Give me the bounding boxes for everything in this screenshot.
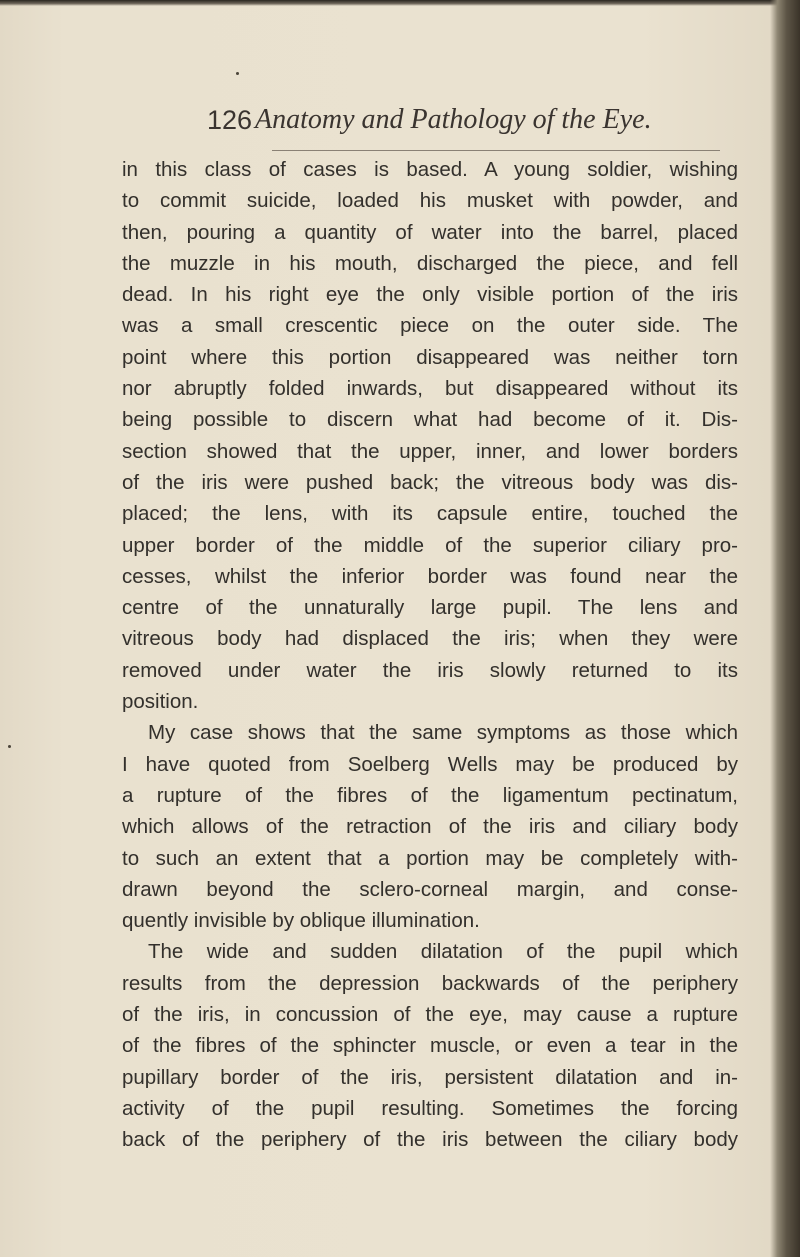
text-line: placed; the lens, with its capsule entire, touched the bbox=[122, 502, 738, 526]
paragraph-end-line: position. bbox=[122, 690, 199, 714]
text-line: vitreous body had displaced the iris; when they were bbox=[122, 627, 738, 651]
text-line: of the fibres of the sphincter muscle, or even a tear in the bbox=[122, 1034, 738, 1058]
body-text bbox=[122, 154, 738, 1156]
text-line: activity of the pupil resulting. Sometimes the forcing bbox=[122, 1096, 738, 1120]
header-rule bbox=[272, 150, 720, 151]
paragraph-start-line: My case shows that the same symptoms as those which bbox=[148, 721, 738, 745]
text-line: to commit suicide, loaded his musket with powder, and bbox=[122, 189, 738, 213]
page-binding-edge bbox=[770, 0, 800, 1257]
text-line: then, pouring a quantity of water into the barrel, placed bbox=[122, 220, 738, 244]
paper-speck bbox=[236, 72, 239, 75]
running-head bbox=[207, 104, 687, 144]
paper-speck bbox=[8, 745, 11, 748]
text-line: upper border of the middle of the superior ciliary pro- bbox=[122, 533, 738, 557]
text-line: centre of the unnaturally large pupil. The lens and bbox=[122, 596, 738, 620]
page-number: 126 bbox=[207, 105, 253, 135]
text-line: I have quoted from Soelberg Wells may be produced by bbox=[122, 752, 738, 776]
text-line: point where this portion disappeared was neither torn bbox=[122, 345, 738, 369]
text-line: of the iris were pushed back; the vitreous body was dis- bbox=[122, 470, 738, 494]
text-line: drawn beyond the sclero-corneal margin, and conse- bbox=[122, 877, 738, 901]
text-line: nor abruptly folded inwards, but disappeared without its bbox=[122, 377, 738, 401]
text-line: of the iris, in concussion of the eye, may cause a rupture bbox=[122, 1003, 738, 1027]
text-line: section showed that the upper, inner, and lower borders bbox=[122, 439, 738, 463]
text-line: the muzzle in his mouth, discharged the piece, and fell bbox=[122, 251, 738, 275]
text-line: being possible to discern what had become of it. Dis- bbox=[122, 408, 738, 432]
text-line: pupillary border of the iris, persistent dilatation and in- bbox=[122, 1065, 738, 1089]
text-line: in this class of cases is based. A young soldier, wishing bbox=[122, 158, 738, 181]
text-line: dead. In his right eye the only visible portion of the iris bbox=[122, 283, 738, 307]
text-line: removed under water the iris slowly returned to its bbox=[122, 658, 738, 682]
paragraph-end-line: quently invisible by oblique illumination. bbox=[122, 909, 480, 933]
text-line: a rupture of the fibres of the ligamentum pectinatum, bbox=[122, 783, 738, 807]
page-title: Anatomy and Pathology of the Eye. bbox=[255, 104, 652, 135]
page-top-edge-shadow bbox=[0, 0, 800, 6]
text-line: back of the periphery of the iris between the ciliary body bbox=[122, 1128, 738, 1152]
text-line: was a small crescentic piece on the outer side. The bbox=[122, 314, 738, 338]
paragraph-start-line: The wide and sudden dilatation of the pupil which bbox=[148, 940, 738, 964]
text-line: to such an extent that a portion may be completely with- bbox=[122, 846, 738, 870]
text-line: cesses, whilst the inferior border was found near the bbox=[122, 564, 738, 588]
text-line: results from the depression backwards of the periphery bbox=[122, 971, 738, 995]
text-line: which allows of the retraction of the iris and ciliary body bbox=[122, 815, 738, 839]
